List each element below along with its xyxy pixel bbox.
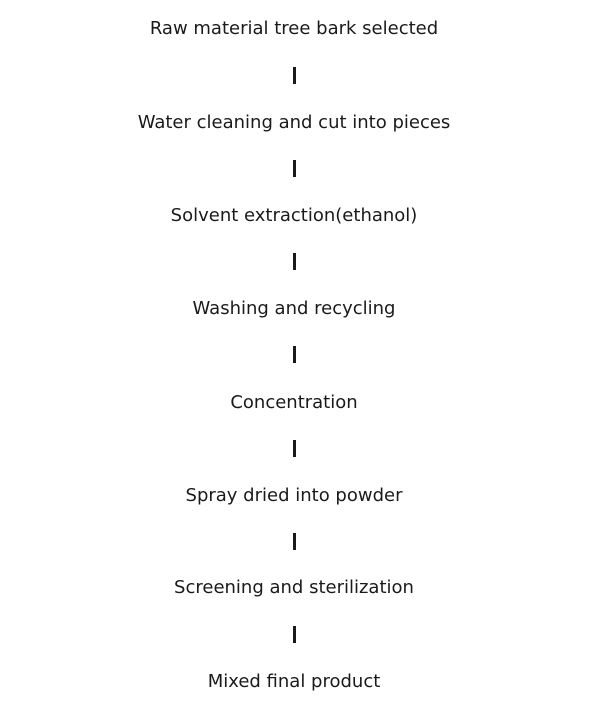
step-washing-recycling: Washing and recycling: [192, 298, 396, 319]
connector-5: [293, 440, 296, 457]
step-screening-sterilization: Screening and sterilization: [174, 577, 414, 598]
step-spray-dried: Spray dried into powder: [185, 485, 403, 506]
connector-7: [293, 626, 296, 643]
step-raw-material: Raw material tree bark selected: [149, 18, 439, 39]
connector-4: [293, 346, 296, 363]
step-water-cleaning: Water cleaning and cut into pieces: [137, 112, 451, 133]
step-concentration: Concentration: [230, 392, 358, 413]
step-solvent-extraction: Solvent extraction(ethanol): [170, 205, 418, 226]
connector-3: [293, 253, 296, 270]
connector-6: [293, 533, 296, 550]
connector-1: [293, 67, 296, 84]
step-mixed-final-product: Mixed final product: [207, 671, 381, 692]
connector-2: [293, 160, 296, 177]
